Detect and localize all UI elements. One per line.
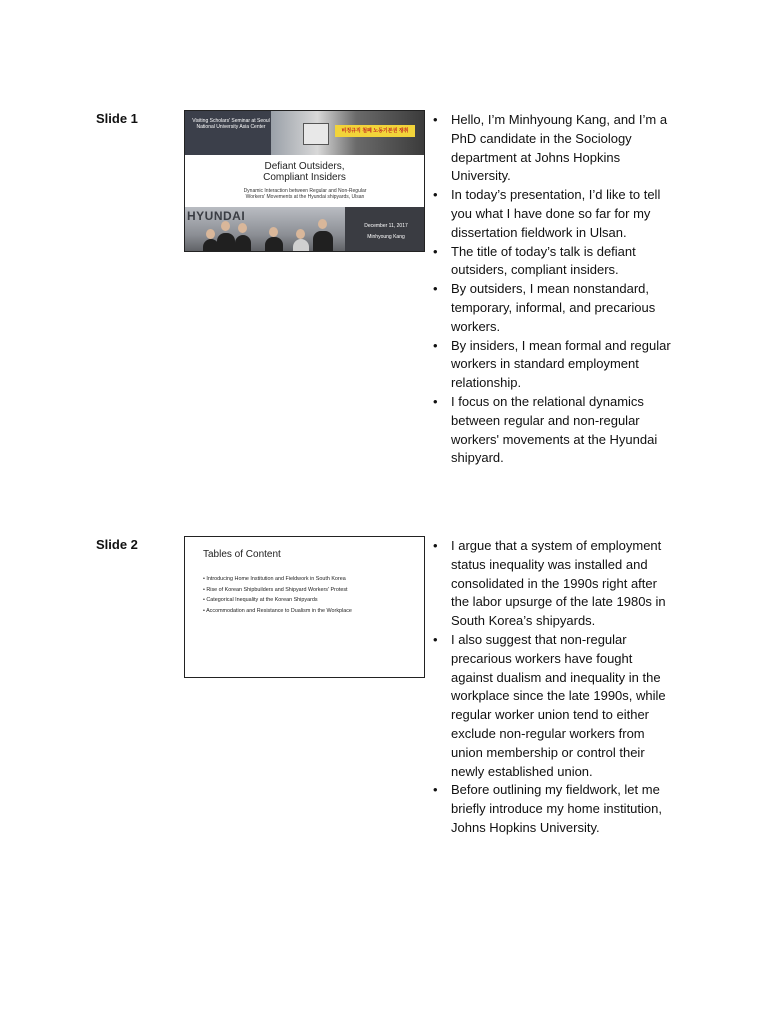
note-item: • The title of today’s talk is defiant outsiders, compliant insiders. [432,243,672,281]
slide-1-date: December 11, 2017 [364,223,408,229]
slide-1-title [185,161,424,183]
note-item: • I also suggest that non-regular precarious workers have fought against dualism and inequality in the workplace since the late 1990s, while regular worker union tend to either exclude non-regular workers from union membership or control their newly established union. [432,631,672,781]
slide-2-label: Slide 2 [96,537,138,552]
slide-1-protest-sign [303,123,329,145]
person-figure [217,233,235,252]
slide-1-thumbnail[interactable] [184,110,425,252]
person-figure [293,239,309,252]
hyundai-logo-text: HYUNDAI [187,209,246,223]
slide-1-label: Slide 1 [96,111,138,126]
person-head [238,223,247,233]
slide-1-title-line2: Compliant Insiders [263,172,346,183]
toc-item: • Introducing Home Institution and Fieldwork in South Korea [203,576,346,582]
toc-item: • Rise of Korean Shipbuilders and Shipyard Workers' Protest [203,586,348,593]
note-item: • Before outlining my fieldwork, let me briefly introduce my home institution, Johns Hopkins University. [432,781,672,837]
note-item: • By outsiders, I mean nonstandard, temporary, informal, and precarious workers. [432,280,672,336]
slide-2-thumbnail[interactable] [184,536,425,678]
slide-2-toc-list [203,574,352,616]
person-figure [235,235,251,252]
note-item: • Hello, I’m Minhyoung Kang, and I’m a PhD candidate in the Sociology department at Johns Hopkins University. [432,111,672,186]
slide-1-date-block [350,221,422,243]
note-item: • I argue that a system of employment status inequality was installed and consolidated in the 1990s right after the labor upsurge of the late 1980s in South Korea’s shipyards. [432,537,672,631]
slide-2-notes [432,537,672,838]
slide-1-seminar-text: Visiting Scholars' Seminar at Seoul National University Asia Center [192,118,270,130]
note-item: • By insiders, I mean formal and regular workers in standard employment relationship. [432,337,672,393]
toc-item: • Accommodation and Resistance to Dualism in the Workplace [203,607,352,614]
person-figure [265,237,283,252]
slide-1-subtitle-line2: Workers' Movements at the Hyundai shipyards, Ulsan [245,194,365,200]
person-head [269,227,278,237]
slide-1-subtitle-line1: Dynamic Interaction between Regular and Non-Regular [243,188,367,194]
person-head [296,229,305,239]
toc-item: • Categorical Inequality at the Korean Shipyards [203,597,318,603]
note-item: • I focus on the relational dynamics between regular and non-regular workers' movements at the Hyundai shipyard. [432,393,672,468]
slide-2-title: Tables of Content [203,549,281,560]
slide-1-title-line1: Defiant Outsiders, [264,161,345,172]
person-figure [313,231,333,252]
person-head [318,219,327,229]
slide-1-notes [432,111,672,468]
note-item: • In today’s presentation, I’d like to tell you what I have done so far for my dissertation fieldwork in Ulsan. [432,186,672,242]
slide-1-subtitle [205,188,405,200]
person-head [206,229,215,239]
slide-1-protest-banner: 비정규직 철폐 노동기본권 쟁취 [335,125,415,137]
slide-1-presenter: Minhyoung Kang [367,234,405,240]
